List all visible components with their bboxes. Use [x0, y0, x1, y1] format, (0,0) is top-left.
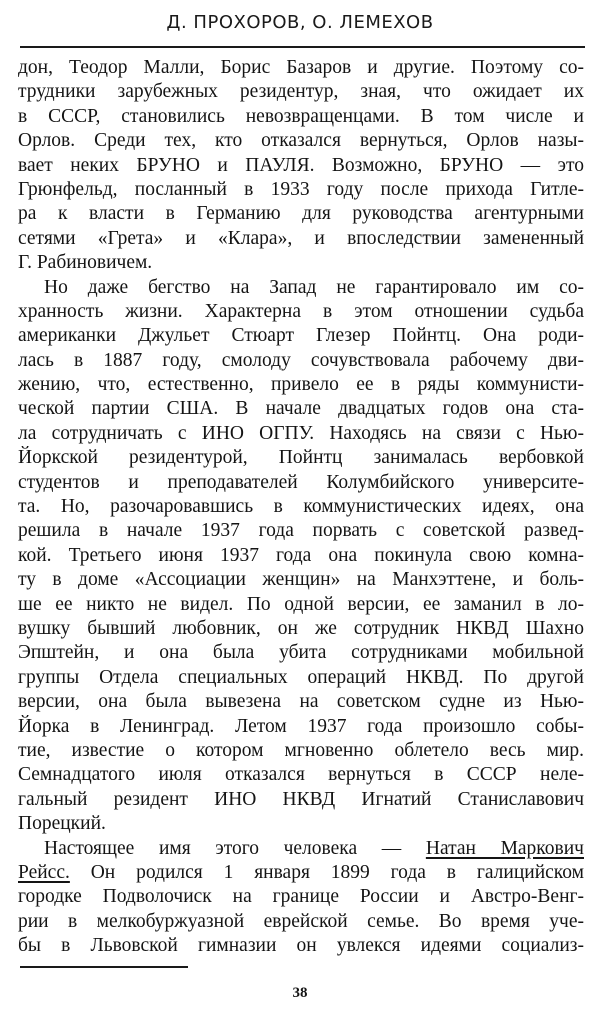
text-line: дон, Теодор Малли, Борис Базаров и другие. Поэтому со- — [18, 57, 584, 78]
text-line: Но даже бегство на Запад не гарантировало им со- — [44, 276, 584, 298]
text-segment: Он родился 1 января 1899 года в галицийском — [69, 861, 584, 883]
text-line: жению, что, естественно, привело ее в ряды коммунисти- — [18, 374, 584, 396]
text-line: ту в доме «Ассоциации женщин» на Манхэттене, и боль- — [18, 569, 584, 591]
text-line: бы в Львовской гимназии он увлекся идеями социализ- — [18, 935, 584, 957]
text-line — [18, 837, 584, 861]
body-text — [18, 56, 584, 958]
paragraph-3 — [18, 837, 584, 959]
text-line: хранность жизни. Характерна в этом отношении судьба — [18, 300, 584, 322]
text-line: студентов и преподавателей Колумбийского университе- — [18, 471, 584, 493]
text-line: Семнадцатого июля отказался вернуться в СССР неле- — [18, 764, 584, 786]
text-line: сетями «Грета» и «Клара», и впоследствии замененный — [18, 227, 584, 249]
text-line: Йоркской резидентурой, Пойнтц занималась вербовкой — [18, 447, 584, 469]
text-line: Г. Рабиновичем. — [18, 252, 153, 274]
text-segment: Настоящее имя этого человека — — [44, 837, 426, 859]
text-line: тие, известие о котором мгновенно облетело весь мир. — [18, 739, 584, 761]
text-line: лась в 1887 году, смолоду сочувствовала рабочему дви- — [18, 349, 584, 371]
text-line: Грюнфельд, посланный в 1933 году после прихода Гитле- — [18, 178, 584, 200]
text-line: американки Джульет Стюарт Глезер Пойнтц. Она роди- — [18, 325, 584, 347]
text-line: вает неких БРУНО и ПАУЛЯ. Возможно, БРУНО — это — [18, 154, 584, 176]
header-rule — [20, 46, 585, 48]
text-line: решила в начале 1937 года порвать с советской развед- — [18, 520, 584, 542]
text-line: версии, она была вывезена на советском судне из Нью- — [18, 691, 584, 713]
paragraph-1 — [18, 56, 584, 276]
underlined-name: Рейсс. — [18, 861, 70, 883]
text-line: ла сотрудничать с ИНО ОГПУ. Находясь на связи с Нью- — [18, 422, 584, 444]
text-line: группы Отдела специальных операций НКВД. По другой — [18, 666, 584, 688]
text-line: рии в мелкобуржуазной еврейской семье. Во время уче- — [18, 910, 584, 932]
text-line: вушку бывший любовник, он же сотрудник НКВД Шахно — [18, 617, 584, 639]
underlined-name: Натан Маркович — [425, 837, 584, 859]
footnote-rule — [20, 966, 188, 968]
text-line: та. Но, разочаровавшись в коммунистических идеях, она — [18, 496, 584, 518]
text-line: трудники зарубежных резидентур, зная, что ожидает их — [18, 81, 584, 103]
running-header: Д. ПРОХОРОВ, О. ЛЕМЕХОВ — [166, 12, 434, 33]
text-line: Орлов. Среди тех, кто отказался вернуться, Орлов назы- — [18, 130, 584, 152]
text-line: ра к власти в Германию для руководства агентурными — [18, 203, 584, 225]
text-line: ше ее никто не видел. По одной версии, ее заманил в ло- — [18, 593, 584, 615]
text-line: гальный резидент ИНО НКВД Игнатий Станиславович — [18, 788, 584, 810]
paragraph-2 — [18, 276, 584, 837]
text-line: кой. Третьего июня 1937 года она покинула свою комна- — [18, 544, 584, 566]
text-line: в СССР, становились невозвращенцами. В том числе и — [18, 105, 584, 127]
page-number: 38 — [292, 985, 308, 1001]
text-line: городке Подволочиск на границе России и Австро-Венг- — [18, 886, 584, 908]
text-line: Порецкий. — [18, 813, 106, 835]
text-line: ческой партии США. В начале двадцатых годов она ста- — [18, 398, 584, 420]
text-line: Эпштейн, и она была убита сотрудниками мобильной — [18, 642, 584, 664]
text-line — [18, 861, 584, 885]
text-line: Йорка в Ленинград. Летом 1937 года произошло собы- — [18, 715, 584, 737]
